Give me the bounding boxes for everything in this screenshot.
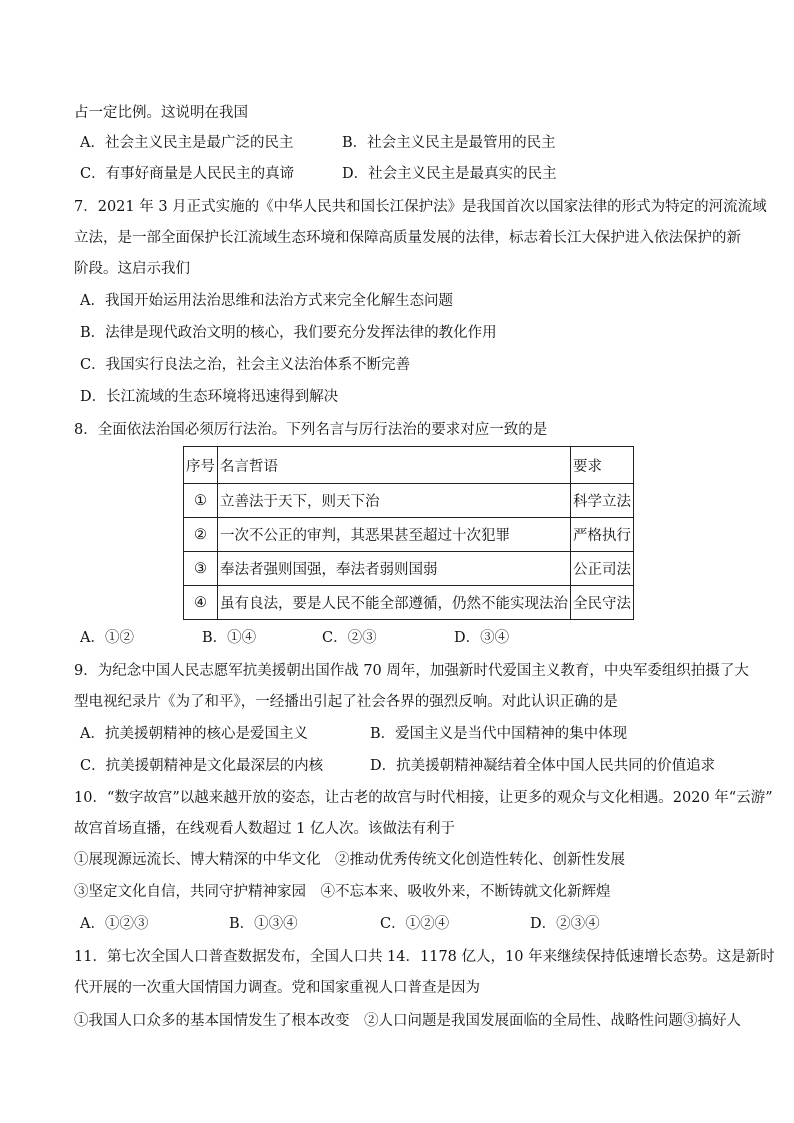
table-row — [184, 552, 634, 586]
q8-option-b: B．①④ — [202, 630, 257, 646]
q10-stem-line-1: 10．“数字故宫”以越来越开放的姿态，让古老的故宫与时代相接，让更多的观众与文化相遇。2020 年“云游” — [74, 790, 773, 806]
table-row — [184, 586, 634, 620]
table-cell: ④ — [184, 586, 218, 620]
table-row — [184, 484, 634, 518]
q7-option-d: D．长江流域的生态环境将迅速得到解决 — [80, 389, 339, 405]
q10-option-a: A．①②③ — [80, 916, 149, 932]
table-cell: 严格执行 — [571, 518, 634, 552]
table-cell: 公正司法 — [571, 552, 634, 586]
q6-option-d: D．社会主义民主是最真实的民主 — [342, 166, 557, 182]
q8-table — [183, 446, 634, 620]
q9-stem-line-2: 型电视纪录片《为了和平》，一经播出引起了社会各界的强烈反响。对此认识正确的是 — [74, 694, 618, 710]
q7-stem-line-2: 立法，是一部全面保护长江流域生态环境和保障高质量发展的法律，标志着长江大保护进入依法保护的新 — [74, 230, 741, 246]
table-cell: ① — [184, 484, 218, 518]
q6-option-b: B．社会主义民主是最管用的民主 — [342, 135, 556, 151]
table-header-row — [184, 447, 634, 484]
table-header-cell: 名言哲语 — [218, 447, 571, 484]
q11-item-line-1: ①我国人口众多的基本国情发生了根本改变 ②人口问题是我国发展面临的全局性、战略性问题③搞好人 — [74, 1013, 741, 1029]
q6-option-a: A．社会主义民主是最广泛的民主 — [80, 135, 294, 151]
table-cell: 虽有良法，要是人民不能全部遵循，仍然不能实现法治 — [218, 586, 571, 620]
q6-option-c: C．有事好商量是人民民主的真谛 — [80, 166, 295, 182]
q8-option-d: D．③④ — [454, 630, 510, 646]
q9-stem-line-1: 9．为纪念中国人民志愿军抗美援朝出国作战 70 周年，加强新时代爱国主义教育，中央军委组织拍摄了大 — [74, 663, 749, 679]
q6-stem-tail: 占一定比例。这说明在我国 — [74, 105, 248, 121]
q9-option-d: D．抗美援朝精神凝结着全体中国人民共同的价值追求 — [370, 758, 716, 774]
table-cell: 全民守法 — [571, 586, 634, 620]
q10-option-d: D．②③④ — [530, 916, 600, 932]
table-cell: ③ — [184, 552, 218, 586]
q9-option-a: A．抗美援朝精神的核心是爱国主义 — [80, 726, 308, 742]
q11-stem-line-2: 代开展的一次重大国情国力调查。党和国家重视人口普查是因为 — [74, 980, 480, 996]
table-cell: 立善法于天下，则天下治 — [218, 484, 571, 518]
q8-stem: 8．全面依法治国必须厉行法治。下列名言与厉行法治的要求对应一致的是 — [74, 422, 548, 438]
table-header-cell: 序号 — [184, 447, 218, 484]
q10-option-c: C．①②④ — [380, 916, 450, 932]
q10-stem-line-2: 故宫首场直播，在线观看人数超过 1 亿人次。该做法有利于 — [74, 821, 455, 837]
q9-option-c: C．抗美援朝精神是文化最深层的内核 — [80, 758, 324, 774]
q8-option-a: A．①② — [80, 630, 134, 646]
q9-option-b: B．爱国主义是当代中国精神的集中体现 — [370, 726, 628, 742]
q7-stem-line-3: 阶段。这启示我们 — [74, 261, 190, 277]
q8-option-c: C．②③ — [322, 630, 377, 646]
q7-stem-line-1: 7．2021 年 3 月正式实施的《中华人民共和国长江保护法》是我国首次以国家法律的形式为特定的河流流域 — [74, 199, 767, 215]
q10-item-line-1: ①展现源远流长、博大精深的中华文化 ②推动优秀传统文化创造性转化、创新性发展 — [74, 852, 625, 868]
q7-option-a: A．我国开始运用法治思维和法治方式来完全化解生态问题 — [80, 293, 453, 309]
q7-option-c: C．我国实行良法之治，社会主义法治体系不断完善 — [80, 357, 411, 373]
table-cell: 奉法者强则国强，奉法者弱则国弱 — [218, 552, 571, 586]
q10-option-b: B．①③④ — [229, 916, 298, 932]
table-cell: ② — [184, 518, 218, 552]
q11-stem-line-1: 11．第七次全国人口普查数据发布，全国人口共 14．1178 亿人，10 年来继续保持低速增长态势。这是新时 — [74, 949, 775, 965]
table-row — [184, 518, 634, 552]
table-cell: 科学立法 — [571, 484, 634, 518]
table-cell: 一次不公正的审判，其恶果甚至超过十次犯罪 — [218, 518, 571, 552]
q7-option-b: B．法律是现代政治文明的核心，我们要充分发挥法律的教化作用 — [80, 325, 497, 341]
table-header-cell: 要求 — [571, 447, 634, 484]
q10-item-line-2: ③坚定文化自信，共同守护精神家园 ④不忘本来、吸收外来，不断铸就文化新辉煌 — [74, 884, 611, 900]
